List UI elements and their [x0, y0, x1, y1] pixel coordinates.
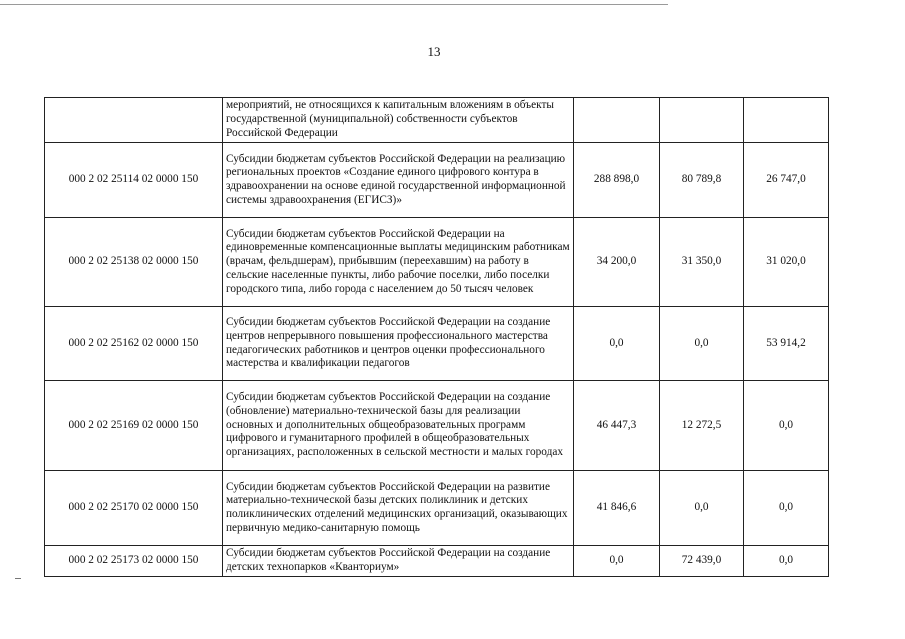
budget-code: 000 2 02 25173 02 0000 150: [45, 546, 223, 577]
value-year-1: 0,0: [574, 307, 660, 381]
value-year-2: 0,0: [660, 471, 744, 546]
value-year-2: 31 350,0: [660, 218, 744, 307]
value-year-2: 80 789,8: [660, 143, 744, 218]
value-year-3: 31 020,0: [744, 218, 829, 307]
value-year-1: [574, 98, 660, 143]
table-row: [45, 471, 829, 546]
scan-edge-mark: [15, 578, 21, 579]
value-year-1: 46 447,3: [574, 381, 660, 471]
row-description: Субсидии бюджетам субъектов Российской Федерации на реализацию региональных проектов «Создание единого цифрового контура в здравоохранении на основе единой государственной информационной системы здравоохранения (ЕГИСЗ)»: [223, 143, 574, 218]
value-year-3: 0,0: [744, 471, 829, 546]
page-number: 13: [427, 44, 441, 59]
value-year-1: 41 846,6: [574, 471, 660, 546]
budget-table: [44, 97, 829, 577]
row-description: Субсидии бюджетам субъектов Российской Федерации на развитие материально-технической базы детских поликлиник и детских поликлинических отделений медицинских организаций, оказывающих первичную медико-санитарную помощь: [223, 471, 574, 546]
row-description: Субсидии бюджетам субъектов Российской Федерации на создание центров непрерывного повышения профессионального мастерства педагогических работников и центров оценки профессионального мастерства и квалификации педагогов: [223, 307, 574, 381]
budget-code: 000 2 02 25170 02 0000 150: [45, 471, 223, 546]
table-row: [45, 143, 829, 218]
value-year-1: 0,0: [574, 546, 660, 577]
row-description: Субсидии бюджетам субъектов Российской Федерации на создание детских технопарков «Кванториум»: [223, 546, 574, 577]
value-year-3: [744, 98, 829, 143]
value-year-2: 12 272,5: [660, 381, 744, 471]
value-year-1: 34 200,0: [574, 218, 660, 307]
value-year-2: 72 439,0: [660, 546, 744, 577]
row-description: мероприятий, не относящихся к капитальным вложениям в объекты государственной (муниципальной) собственности субъектов Российской Федерации: [223, 98, 574, 143]
value-year-2: 0,0: [660, 307, 744, 381]
budget-code: 000 2 02 25162 02 0000 150: [45, 307, 223, 381]
table-row: [45, 307, 829, 381]
table-row: [45, 218, 829, 307]
value-year-3: 53 914,2: [744, 307, 829, 381]
budget-code: [45, 98, 223, 143]
value-year-1: 288 898,0: [574, 143, 660, 218]
table-row: [45, 98, 829, 143]
top-rule: [0, 4, 668, 5]
value-year-3: 26 747,0: [744, 143, 829, 218]
row-description: Субсидии бюджетам субъектов Российской Федерации на создание (обновление) материально-технической базы для реализации основных и дополнительных общеобразовательных программ цифрового и гуманитарного профилей в общеобразовательных организациях, расположенных в сельской местности и малых городах: [223, 381, 574, 471]
table-row: [45, 546, 829, 577]
budget-code: 000 2 02 25114 02 0000 150: [45, 143, 223, 218]
row-description: Субсидии бюджетам субъектов Российской Федерации на единовременные компенсационные выплаты медицинским работникам (врачам, фельдшерам), прибывшим (переехавшим) на работу в сельские населенные пункты, либо рабочие поселки, либо поселки городского типа, либо города с населением до 50 тысяч человек: [223, 218, 574, 307]
value-year-3: 0,0: [744, 546, 829, 577]
value-year-3: 0,0: [744, 381, 829, 471]
table-row: [45, 381, 829, 471]
budget-code: 000 2 02 25169 02 0000 150: [45, 381, 223, 471]
budget-code: 000 2 02 25138 02 0000 150: [45, 218, 223, 307]
value-year-2: [660, 98, 744, 143]
